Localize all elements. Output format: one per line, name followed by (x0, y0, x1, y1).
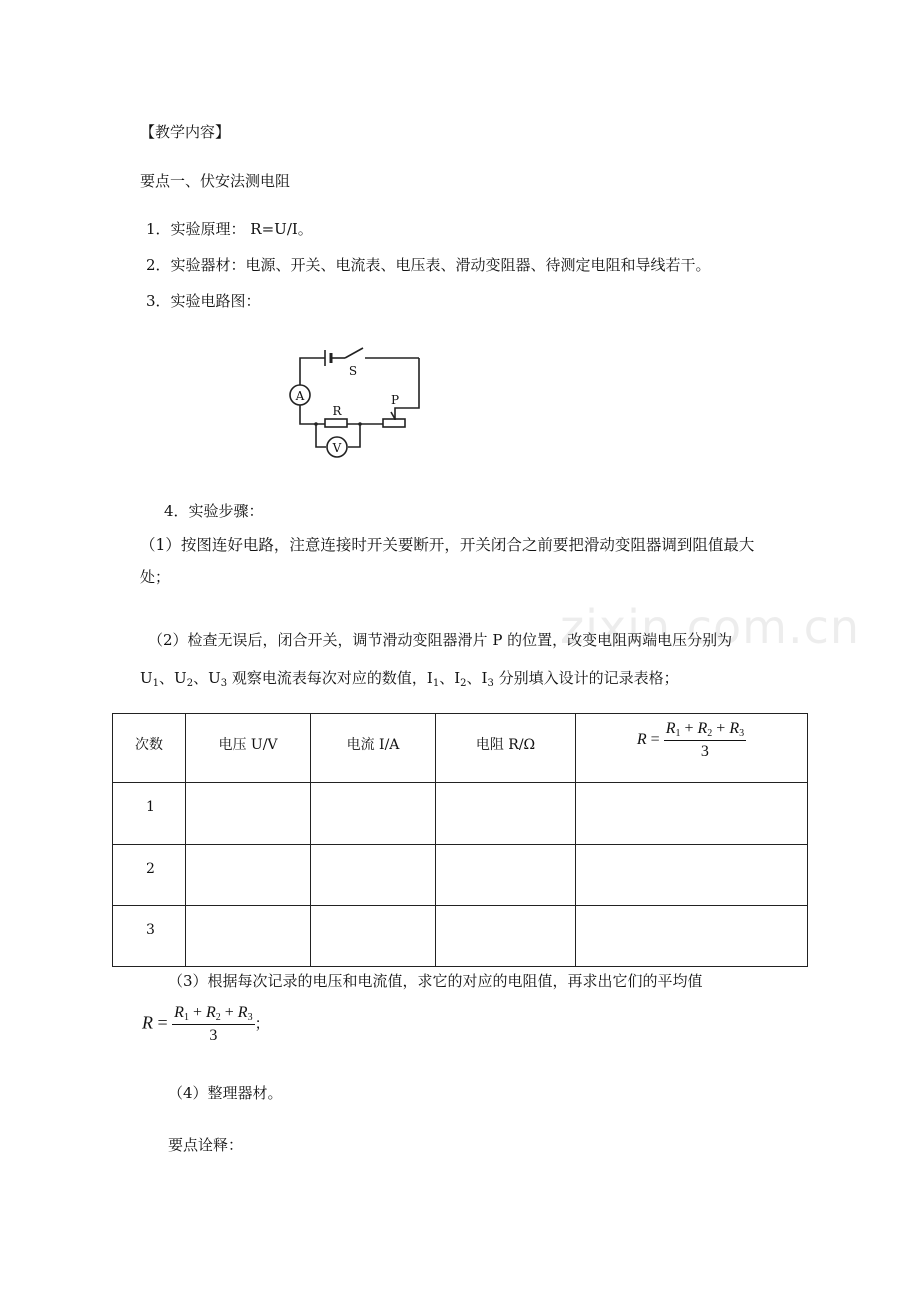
resistance-cell (436, 845, 576, 906)
step1-line2: 处； (140, 568, 171, 586)
step2-line2: $U_1$、$U_2$、$U_3$ 观察电流表每次对应的数值，$I_1$、$I_2$、$I_3$ 分别填入设计的记录表格； (140, 669, 679, 689)
resistance-cell (436, 906, 576, 967)
point-one-title: 要点一、伏安法测电阻 (140, 172, 291, 190)
steps-title: 4．实验步骤： (164, 502, 264, 520)
table-header-cell: 电流 I/A (311, 714, 436, 783)
resistor-label: R (332, 404, 342, 418)
record-table (112, 713, 808, 967)
voltmeter-label: V (332, 441, 342, 455)
table-row (113, 783, 808, 845)
step3-line1: （3）根据每次记录的电压和电流值，求它的对应的电阻值，再求出它们的平均值 (168, 972, 703, 990)
resistance-cell (436, 783, 576, 845)
average-cell (576, 906, 808, 967)
step4-line: （4）整理器材。 (168, 1084, 283, 1102)
table-row (113, 906, 808, 967)
switch-label: S (348, 364, 358, 378)
slider-label: P (390, 393, 400, 407)
table-header-cell: 次数 (113, 714, 186, 783)
table-header-cell: 电阻 R/Ω (436, 714, 576, 783)
voltage-cell (186, 845, 311, 906)
voltage-cell (186, 783, 311, 845)
table-header-cell: 电压 U/V (186, 714, 311, 783)
table-header-formula: R = $\frac{R_1 + R_2 + R_3}{3}$ (576, 714, 808, 783)
step3-formula: R = $\frac{R_1 + R_2 + R_3}{3}$ ； (142, 1004, 270, 1044)
row-number: 3 (113, 906, 186, 967)
principle-line: 1．实验原理： R=U/I。 (146, 220, 313, 238)
row-number: 1 (113, 783, 186, 845)
average-cell (576, 783, 808, 845)
current-cell (311, 783, 436, 845)
circuit-diagram (285, 340, 435, 465)
circuit-line: 3．实验电路图： (146, 292, 261, 310)
section-header: 【教学内容】 (140, 123, 231, 141)
row-number: 2 (113, 845, 186, 906)
equipment-line: 2．实验器材：电源、开关、电流表、电压表、滑动变阻器、待测定电阻和导线若干。 (146, 256, 711, 274)
current-cell (311, 845, 436, 906)
watermark: zixin.com.cn (560, 600, 861, 654)
ammeter-label: A (295, 389, 305, 403)
table-row (113, 845, 808, 906)
step2-line1: （2）检查无误后，闭合开关，调节滑动变阻器滑片 P 的位置，改变电阻两端电压分别为 (148, 631, 733, 649)
current-cell (311, 906, 436, 967)
voltage-cell (186, 906, 311, 967)
note-title: 要点诠释： (168, 1136, 244, 1154)
step1-line1: （1）按图连好电路，注意连接时开关要断开，开关闭合之前要把滑动变阻器调到阻值最大 (140, 536, 755, 554)
average-cell (576, 845, 808, 906)
